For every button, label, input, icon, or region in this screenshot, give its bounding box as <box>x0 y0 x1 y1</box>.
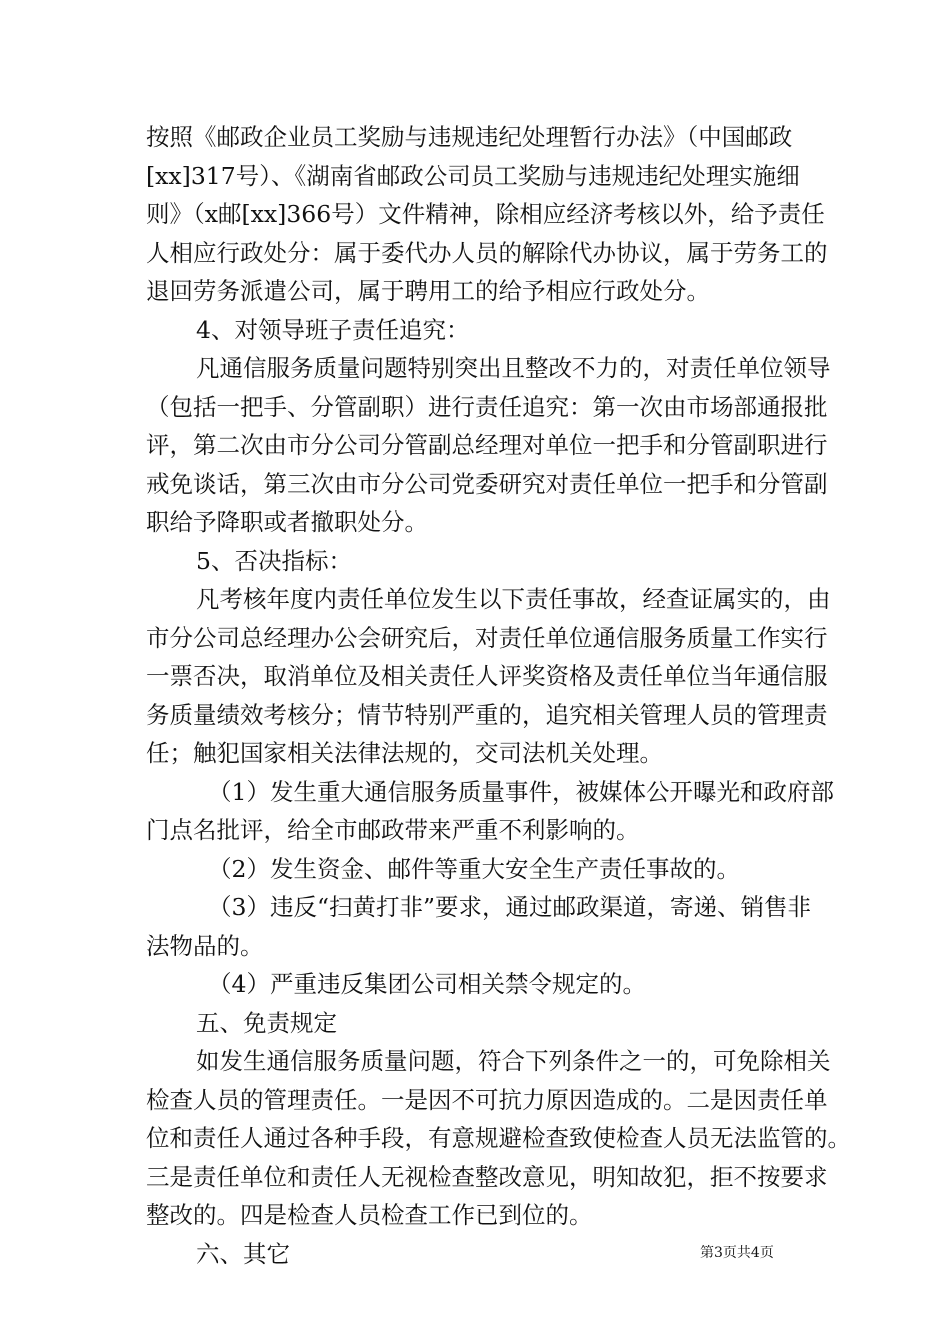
text-line: 戒免谈话，第三次由市分公司党委研究对责任单位一把手和分管副 <box>146 469 828 498</box>
text-line: （4）严重违反集团公司相关禁令规定的。 <box>208 970 646 998</box>
text-line: 六、其它 <box>196 1239 290 1268</box>
text-line: 评，第二次由市分公司分管副总经理对单位一把手和分管副职进行 <box>146 431 828 459</box>
text-line: 三是责任单位和责任人无视检查整改意见，明知故犯，拒不按要求 <box>146 1162 828 1191</box>
text-line: 一票否决，取消单位及相关责任人评奖资格及责任单位当年通信服 <box>146 662 828 690</box>
text-line: 务质量绩效考核分；情节特别严重的，追究相关管理人员的管理责 <box>146 700 828 729</box>
text-line: 位和责任人通过各种手段，有意规避检查致使检查人员无法监管的。 <box>146 1124 851 1152</box>
text-line: 市分公司总经理办公会研究后，对责任单位通信服务质量工作实行 <box>146 623 828 652</box>
text-line: 任；触犯国家相关法律法规的，交司法机关处理。 <box>146 739 663 767</box>
text-line: （1）发生重大通信服务质量事件，被媒体公开曝光和政府部 <box>208 777 834 806</box>
text-line: 门点名批评，给全市邮政带来严重不利影响的。 <box>146 816 640 844</box>
text-line: 凡考核年度内责任单位发生以下责任事故，经查证属实的，由 <box>196 585 831 613</box>
text-line: [xx]317号）、《湖南省邮政公司员工奖励与违规违纪处理实施细 <box>146 161 800 190</box>
text-line: 如发生通信服务质量问题，符合下列条件之一的，可免除相关 <box>196 1047 831 1075</box>
text-line: 5、否决指标： <box>196 546 352 575</box>
text-line: 五、免责规定 <box>196 1008 337 1037</box>
text-line: 则》（x邮[xx]366号）文件精神，除相应经济考核以外，给予责任 <box>146 200 825 228</box>
text-line: 退回劳务派遣公司，属于聘用工的给予相应行政处分。 <box>146 277 710 305</box>
text-line: （3）违反“扫黄打非”要求，通过邮政渠道，寄递、销售非 <box>208 893 811 921</box>
text-line: 按照《邮政企业员工奖励与违规违纪处理暂行办法》（中国邮政 <box>146 123 793 151</box>
text-line: （包括一把手、分管副职）进行责任追究：第一次由市场部通报批 <box>146 392 828 421</box>
text-line: 法物品的。 <box>146 931 264 960</box>
page-number-footer: 第3页共4页 <box>700 1245 774 1261</box>
text-line: 凡通信服务质量问题特别突出且整改不力的，对责任单位领导 <box>196 354 831 382</box>
text-line: 整改的。四是检查人员检查工作已到位的。 <box>146 1201 593 1229</box>
text-line: 检查人员的管理责任。一是因不可抗力原因造成的。二是因责任单 <box>146 1085 828 1114</box>
text-line: 人相应行政处分：属于委代办人员的解除代办协议，属于劳务工的 <box>146 238 828 267</box>
text-line: 职给予降职或者撤职处分。 <box>146 508 428 536</box>
text-line: 4、对领导班子责任追究： <box>196 315 470 344</box>
document-body <box>146 118 851 1273</box>
text-line: （2）发生资金、邮件等重大安全生产责任事故的。 <box>208 854 740 883</box>
